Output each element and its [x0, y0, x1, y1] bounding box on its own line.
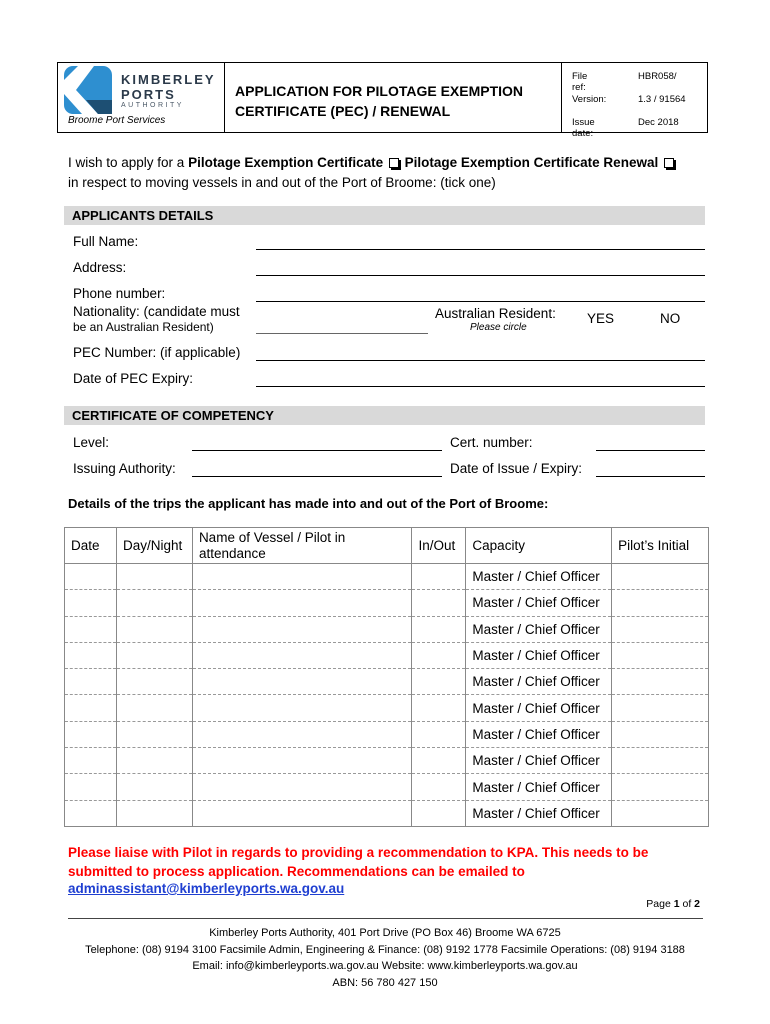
pec-number-label: PEC Number: (if applicable) — [73, 345, 241, 360]
initial-cell[interactable] — [612, 695, 709, 721]
trips-table — [64, 527, 709, 827]
col-date: Date — [65, 528, 117, 564]
day-night-cell[interactable] — [116, 564, 192, 590]
day-night-cell[interactable] — [116, 616, 192, 642]
col-pilot-initial: Pilot’s Initial — [612, 528, 709, 564]
intro-text — [68, 153, 718, 193]
logo-wordmark — [121, 72, 216, 102]
date-cell[interactable] — [65, 748, 117, 774]
initial-cell[interactable] — [612, 564, 709, 590]
nationality-label: Nationality: (candidate must — [73, 304, 240, 319]
footer-contact: Email: info@kimberleyports.wa.gov.au Website: www.kimberleyports.wa.gov.au — [192, 960, 578, 972]
pec-checkbox[interactable] — [389, 158, 399, 168]
phone-field[interactable] — [256, 301, 705, 302]
date-cell[interactable] — [65, 721, 117, 747]
in-out-cell[interactable] — [412, 721, 466, 747]
capacity-cell: Master / Chief Officer — [466, 616, 612, 642]
competency-heading: CERTIFICATE OF COMPETENCY — [64, 406, 705, 425]
email-link[interactable]: adminassistant@kimberleyports.wa.gov.au — [68, 881, 345, 896]
date-cell[interactable] — [65, 642, 117, 668]
col-capacity: Capacity — [466, 528, 612, 564]
vessel-cell[interactable] — [192, 590, 412, 616]
date-cell[interactable] — [65, 669, 117, 695]
level-field[interactable] — [192, 450, 442, 451]
page-total: 2 — [694, 898, 700, 910]
meta-cell — [562, 63, 707, 139]
date-cell[interactable] — [65, 774, 117, 800]
day-night-cell[interactable] — [116, 721, 192, 747]
date-cell[interactable] — [65, 800, 117, 826]
in-out-cell[interactable] — [412, 748, 466, 774]
in-out-cell[interactable] — [412, 616, 466, 642]
col-in-out: In/Out — [412, 528, 466, 564]
full-name-label: Full Name: — [73, 234, 139, 249]
table-row — [65, 695, 709, 721]
pec-expiry-label: Date of PEC Expiry: — [73, 371, 194, 386]
intro-prefix: I wish to apply for a — [68, 155, 189, 170]
capacity-cell: Master / Chief Officer — [466, 721, 612, 747]
page-current: 1 — [673, 898, 680, 910]
phone-label: Phone number: — [73, 286, 166, 301]
day-night-cell[interactable] — [116, 748, 192, 774]
trips-header-row — [65, 528, 709, 564]
capacity-cell: Master / Chief Officer — [466, 800, 612, 826]
level-label: Level: — [73, 435, 110, 450]
day-night-cell[interactable] — [116, 669, 192, 695]
in-out-cell[interactable] — [412, 564, 466, 590]
vessel-cell[interactable] — [192, 669, 412, 695]
capacity-cell: Master / Chief Officer — [466, 669, 612, 695]
date-cell[interactable] — [65, 590, 117, 616]
capacity-cell: Master / Chief Officer — [466, 590, 612, 616]
logo-tagline: Broome Port Services — [68, 115, 166, 126]
initial-cell[interactable] — [612, 748, 709, 774]
address-label: Address: — [73, 260, 127, 275]
pec-expiry-field[interactable] — [256, 386, 705, 387]
vessel-cell[interactable] — [192, 774, 412, 800]
table-row — [65, 748, 709, 774]
notice-text: Please liaise with Pilot in regards to providing a recommendation to KPA. This needs to be submitted to process application. Recommendations can be emailed to — [68, 845, 649, 879]
trips-heading: Details of the trips the applicant has made into and out of the Port of Broome: — [68, 496, 549, 511]
footer-phones: Telephone: (08) 9194 3100 Facsimile Admin, Engineering & Finance: (08) 9192 1778 Facsimile Operations: (08) 9194 3188 — [85, 943, 685, 956]
table-row — [65, 564, 709, 590]
day-night-cell[interactable] — [116, 642, 192, 668]
intro-line2: in respect to moving vessels in and out of the Port of Broome: (tick one) — [68, 175, 496, 190]
logo-cell — [58, 63, 225, 132]
date-cell[interactable] — [65, 695, 117, 721]
initial-cell[interactable] — [612, 800, 709, 826]
applicants-heading: APPLICANTS DETAILS — [64, 206, 705, 225]
date-cell[interactable] — [65, 564, 117, 590]
meta-value: Dec 2018 — [638, 117, 679, 128]
initial-cell[interactable] — [612, 774, 709, 800]
option-pec-label: Pilotage Exemption Certificate — [188, 155, 384, 170]
resident-no-option[interactable]: NO — [660, 311, 681, 326]
footer-abn: ABN: 56 780 427 150 — [332, 976, 438, 989]
table-row — [65, 669, 709, 695]
page-of: of — [679, 898, 695, 910]
renewal-checkbox[interactable] — [664, 158, 674, 168]
nationality-note: be an Australian Resident) — [73, 320, 214, 334]
vessel-cell[interactable] — [192, 721, 412, 747]
issuing-authority-label: Issuing Authority: — [73, 461, 176, 476]
meta-label: Issue date: — [572, 117, 595, 139]
initial-cell[interactable] — [612, 669, 709, 695]
in-out-cell[interactable] — [412, 800, 466, 826]
option-renewal-label: Pilotage Exemption Certificate Renewal — [404, 155, 659, 170]
logo-line2: PORTS — [121, 87, 176, 102]
capacity-cell: Master / Chief Officer — [466, 748, 612, 774]
meta-label: File ref: — [572, 71, 588, 93]
initial-cell[interactable] — [612, 721, 709, 747]
day-night-cell[interactable] — [116, 695, 192, 721]
table-row — [65, 721, 709, 747]
in-out-cell[interactable] — [412, 669, 466, 695]
logo-sub: AUTHORITY — [121, 102, 184, 109]
meta-value: HBR058/ — [638, 71, 677, 82]
page-prefix: Page — [646, 898, 674, 910]
cert-number-label: Cert. number: — [450, 435, 533, 450]
vessel-cell[interactable] — [192, 642, 412, 668]
capacity-cell: Master / Chief Officer — [466, 774, 612, 800]
table-row — [65, 590, 709, 616]
footer — [0, 925, 770, 991]
in-out-cell[interactable] — [412, 695, 466, 721]
vessel-cell[interactable] — [192, 748, 412, 774]
table-row — [65, 616, 709, 642]
footer-divider — [68, 918, 703, 919]
capacity-cell: Master / Chief Officer — [466, 642, 612, 668]
day-night-cell[interactable] — [116, 590, 192, 616]
initial-cell[interactable] — [612, 590, 709, 616]
in-out-cell[interactable] — [412, 642, 466, 668]
day-night-cell[interactable] — [116, 800, 192, 826]
full-name-field[interactable] — [256, 249, 705, 250]
initial-cell[interactable] — [612, 616, 709, 642]
in-out-cell[interactable] — [412, 774, 466, 800]
vessel-cell[interactable] — [192, 616, 412, 642]
kimberley-ports-logo-icon — [64, 66, 112, 114]
in-out-cell[interactable] — [412, 590, 466, 616]
table-row — [65, 642, 709, 668]
date-issue-field[interactable] — [596, 476, 705, 477]
resident-label: Australian Resident: — [435, 306, 556, 321]
document-header — [57, 62, 708, 139]
title-line1: APPLICATION FOR PILOTAGE EXEMPTION — [235, 83, 524, 99]
title-line2: CERTIFICATE (PEC) / RENEWAL — [235, 103, 451, 119]
vessel-cell[interactable] — [192, 564, 412, 590]
vessel-cell[interactable] — [192, 800, 412, 826]
please-circle-note: Please circle — [470, 322, 527, 333]
document-title — [235, 81, 555, 121]
page-number — [646, 898, 700, 910]
title-cell — [225, 63, 562, 132]
vessel-cell[interactable] — [192, 695, 412, 721]
cert-number-field[interactable] — [596, 450, 705, 451]
capacity-cell: Master / Chief Officer — [466, 695, 612, 721]
resident-yes-option[interactable]: YES — [587, 311, 615, 326]
table-row — [65, 800, 709, 826]
day-night-cell[interactable] — [116, 774, 192, 800]
issuing-authority-field[interactable] — [192, 476, 442, 477]
date-cell[interactable] — [65, 616, 117, 642]
nationality-field[interactable] — [256, 333, 428, 334]
col-vessel: Name of Vessel / Pilot in attendance — [192, 528, 412, 564]
footer-address: Kimberley Ports Authority, 401 Port Drive (PO Box 46) Broome WA 6725 — [209, 927, 561, 939]
initial-cell[interactable] — [612, 642, 709, 668]
meta-value: 1.3 / 91564 — [638, 94, 686, 105]
address-field[interactable] — [256, 275, 705, 276]
capacity-cell: Master / Chief Officer — [466, 564, 612, 590]
pec-number-field[interactable] — [256, 360, 705, 361]
logo-line1: KIMBERLEY — [121, 72, 216, 87]
meta-label: Version: — [572, 94, 607, 105]
table-row — [65, 774, 709, 800]
date-issue-label: Date of Issue / Expiry: — [450, 461, 583, 476]
col-day-night: Day/Night — [116, 528, 192, 564]
